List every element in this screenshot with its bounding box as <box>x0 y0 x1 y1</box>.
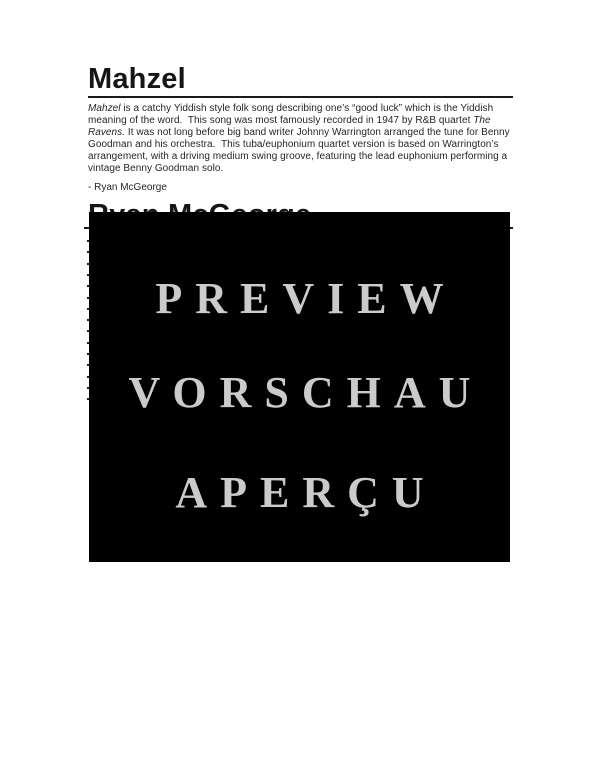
program-note-text-2: It was not long before big band writer Johnny Warrington arranged the tune for Benny Goodman and his orchestra. This tuba/euphonium quartet version is based on Warrington’s arrangement, with a driving medium swing groove, featuring the lead euphonium performing a vintage Benny Goodman solo. <box>88 126 513 174</box>
document-title: Mahzel <box>88 63 186 95</box>
program-note-lead-italic: Mahzel <box>88 103 121 114</box>
title-rule <box>88 96 513 98</box>
program-note-band-italic: The Ravens. <box>88 114 494 138</box>
preview-watermark-french: APERÇU <box>175 468 437 517</box>
preview-watermark-german: VORSCHAU <box>128 368 484 417</box>
preview-overlay <box>89 212 510 562</box>
program-note <box>88 103 516 174</box>
author-attribution: - Ryan McGeorge <box>88 182 167 193</box>
preview-watermark-english: PREVIEW <box>155 274 457 323</box>
program-note-text-1: is a catchy Yiddish style folk song describing one’s “good luck” which is the Yiddish meaning of the word. This song was most famously recorded in 1947 by R&B quartet <box>88 103 497 126</box>
